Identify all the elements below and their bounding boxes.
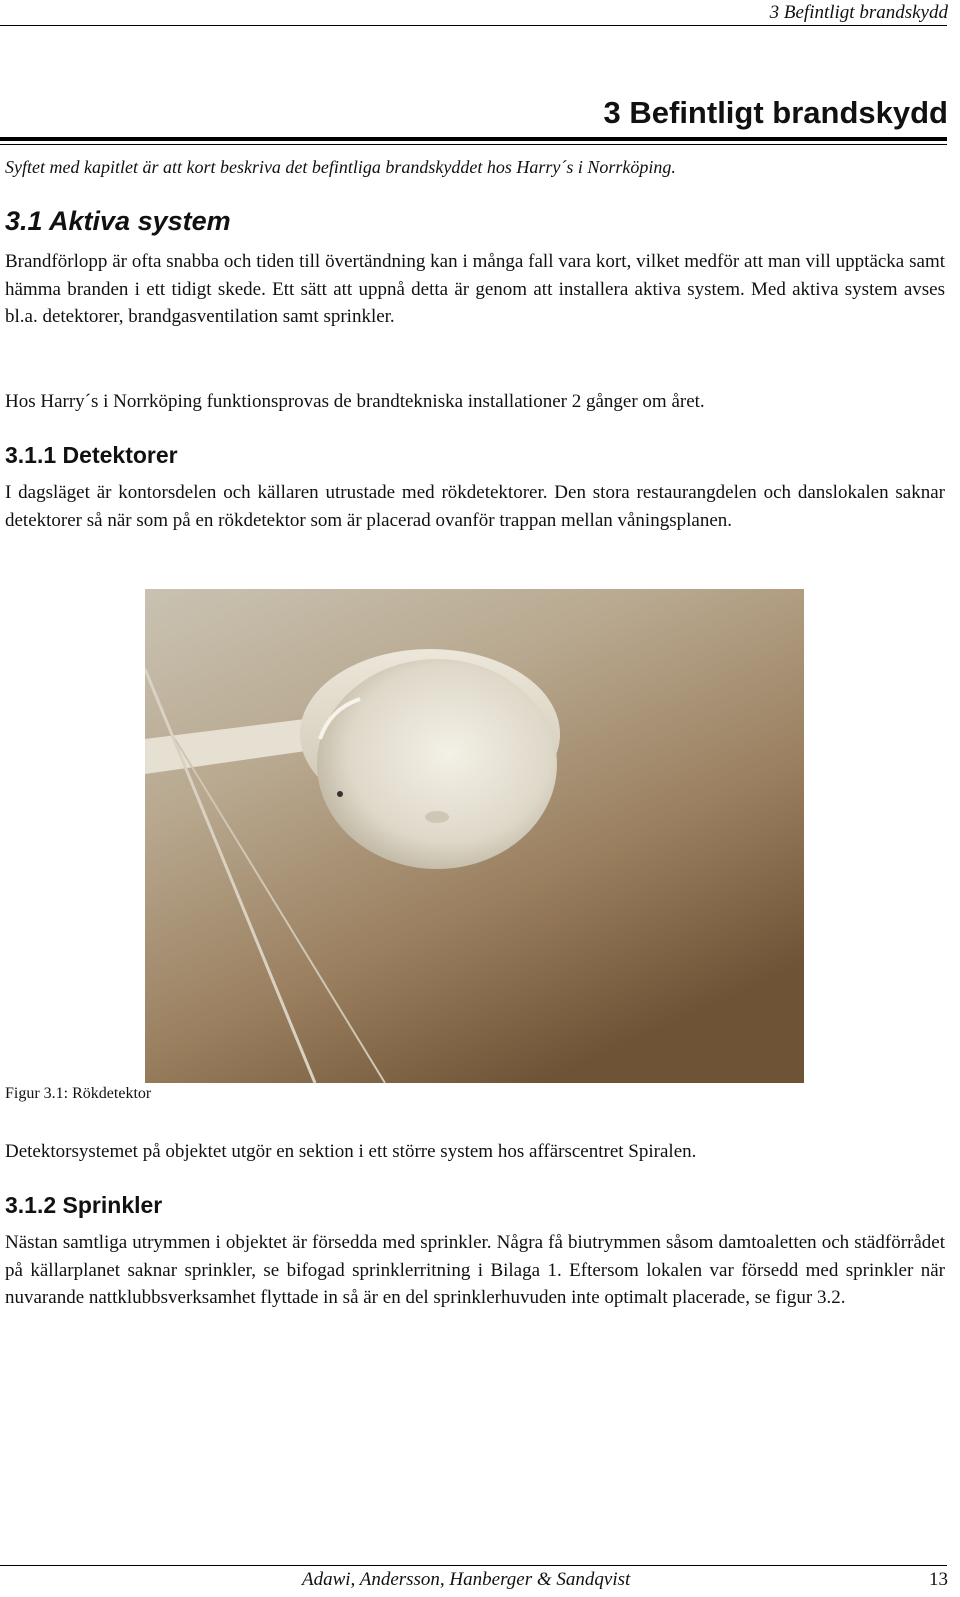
running-header: 3 Befintligt brandskydd [769,2,948,23]
figure-smoke-detector-photo [145,589,804,1083]
paragraph-sprinkler: Nästan samtliga utrymmen i objektet är försedda med sprinkler. Några få biutrymmen såsom damtoaletten och städförrådet på källarplanet saknar sprinkler, se bifogad sprinklerritning i Bilaga 1. Eftersom lokalen var försedd med sprinkler när nuvarande nattklubbsverksamhet flyttade in så är en del sprinklerhuvuden inte optimalt placerade, se figur 3.2. [5,1232,945,1308]
chapter-title: 3 Befintligt brandskydd [603,95,948,130]
footer-rule [0,1565,947,1566]
figure-caption: Figur 3.1: Rökdetektor [5,1085,152,1102]
header-rule [0,25,947,26]
section-heading-sprinkler: 3.1.2 Sprinkler [5,1192,163,1218]
chapter-rule [0,137,947,141]
detector-led [425,811,449,823]
paragraph-funktionsprov: Hos Harry´s i Norrköping funktionsprovas de brandtekniska installationer 2 gånger om året. [5,391,705,412]
section-heading-aktiva-system: 3.1 Aktiva system [5,206,231,236]
footer-authors: Adawi, Andersson, Hanberger & Sandqvist [302,1569,631,1590]
section-heading-detektorer: 3.1.1 Detektorer [5,442,178,468]
paragraph-detektorer: I dagsläget är kontorsdelen och källaren utrustade med rökdetektorer. Den stora restaurangdelen och danslokalen saknar detektorer så när som på en rökdetektor som är placerad ovanför trappan mellan våningsplanen. [5,482,945,531]
paragraph-aktiva-system: Brandförlopp är ofta snabba och tiden till övertändning kan i många fall vara kort, vilket medför att man vill upptäcka samt hämma branden i ett tidigt skede. Ett sätt att uppnå detta är genom att installera aktiva system. Med aktiva system avses bl.a. detektorer, brandgasventilation samt sprinkler. [5,251,945,327]
page-number: 13 [929,1569,948,1590]
detector-dome [317,659,557,869]
paragraph-detektorsystem: Detektorsystemet på objektet utgör en sektion i ett större system hos affärscentret Spiralen. [5,1141,697,1162]
chapter-rule-thin [0,144,947,145]
chapter-intro: Syftet med kapitlet är att kort beskriva det befintliga brandskyddet hos Harry´s i Norrköping. [5,157,676,177]
